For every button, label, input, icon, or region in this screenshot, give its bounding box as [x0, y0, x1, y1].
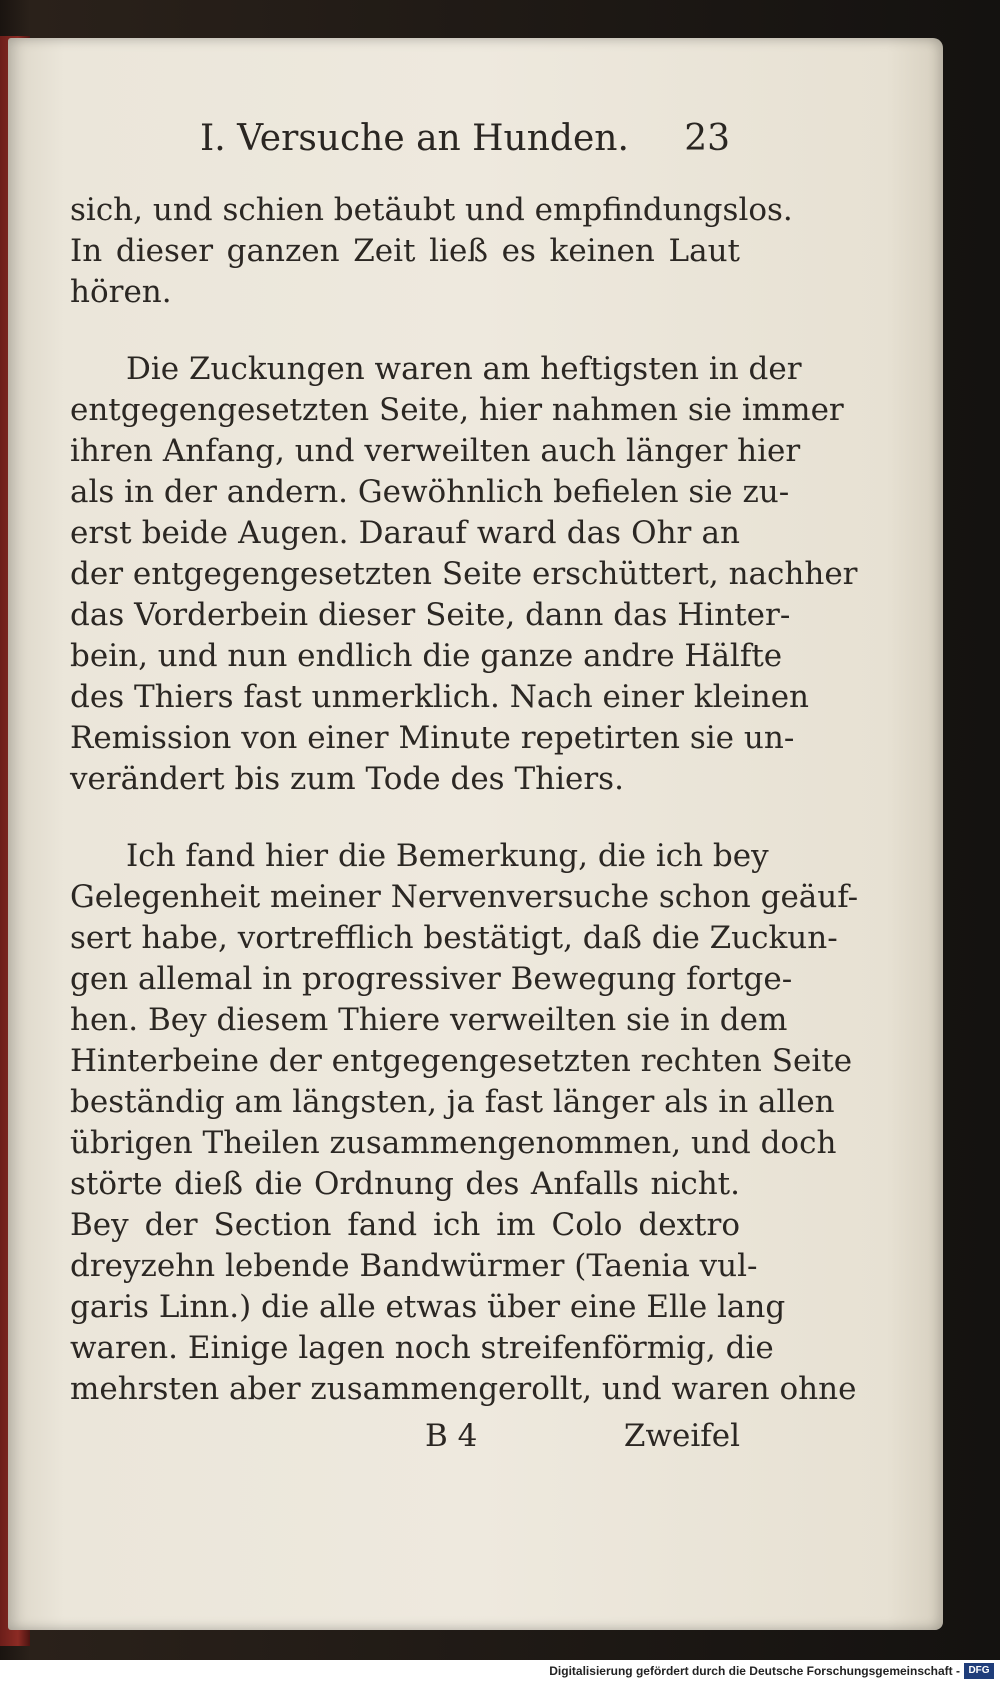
text-line: Ich fand hier die Bemerkung, die ich bey [126, 838, 769, 874]
text-line: dreyzehn lebende Bandwürmer (Taenia vul- [70, 1248, 758, 1284]
catchword: Zweifel [623, 1418, 740, 1454]
text-line: ihren Anfang, und verweilten auch länger hier [70, 433, 801, 469]
paragraph [70, 836, 859, 1410]
text-line: des Thiers fast unmerklich. Nach einer kleinen [70, 679, 810, 715]
text-line: verändert bis zum Tode des Thiers. [70, 761, 624, 797]
paragraph-gap [70, 800, 740, 836]
dfg-logo-icon: DFG [964, 1663, 994, 1679]
header-title: I. Versuche an Hunden. [200, 118, 629, 159]
page-number: 23 [684, 118, 730, 159]
page-footer [70, 1418, 740, 1462]
text-line: sich, und schien betäubt und empfindungslos. [70, 192, 793, 228]
text-line: In dieser ganzen Zeit ließ es keinen Laut [70, 233, 740, 269]
text-line: der entgegengesetzten Seite erschüttert, nachher [70, 556, 858, 592]
text-line: Remission von einer Minute repetirten sie un- [70, 720, 795, 756]
text-line: mehrsten aber zusammengerollt, und waren ohne [70, 1371, 857, 1407]
text-line: Hinterbeine der entgegengesetzten rechten Seite [70, 1043, 853, 1079]
paragraph [70, 190, 793, 313]
signature-mark: B 4 [425, 1418, 478, 1454]
text-line: entgegengesetzten Seite, hier nahmen sie immer [70, 392, 844, 428]
text-line: Die Zuckungen waren am heftigsten in der [126, 351, 802, 387]
text-line: als in der andern. Gewöhnlich befielen sie zu- [70, 474, 790, 510]
credit-bar [0, 1660, 1000, 1683]
text-line: hören. [70, 274, 172, 310]
body-text [70, 190, 859, 1410]
credit-text: Digitalisierung gefördert durch die Deutsche Forschungsgemeinschaft - [549, 1664, 960, 1678]
text-line: das Vorderbein dieser Seite, dann das Hinter- [70, 597, 791, 633]
text-line: bein, und nun endlich die ganze andre Hälfte [70, 638, 783, 674]
paragraph-gap [70, 313, 740, 349]
text-line: garis Linn.) die alle etwas über eine Elle lang [70, 1289, 786, 1325]
text-line: beständig am längsten, ja fast länger als in allen [70, 1084, 835, 1120]
paragraph [70, 349, 858, 800]
text-line: hen. Bey diesem Thiere verweilten sie in dem [70, 1002, 788, 1038]
text-line: übrigen Theilen zusammengenommen, und doch [70, 1125, 837, 1161]
text-line: erst beide Augen. Darauf ward das Ohr an [70, 515, 740, 551]
text-line: waren. Einige lagen noch streifenförmig, die [70, 1330, 774, 1366]
running-header [200, 118, 730, 168]
text-line: Gelegenheit meiner Nervenversuche schon geäuf- [70, 879, 859, 915]
text-line: Bey der Section fand ich im Colo dextro [70, 1207, 740, 1243]
text-line: gen allemal in progressiver Bewegung fortge- [70, 961, 793, 997]
text-line: sert habe, vortrefflich bestätigt, daß die Zuckun- [70, 920, 838, 956]
text-line: störte dieß die Ordnung des Anfalls nicht. [70, 1166, 740, 1202]
